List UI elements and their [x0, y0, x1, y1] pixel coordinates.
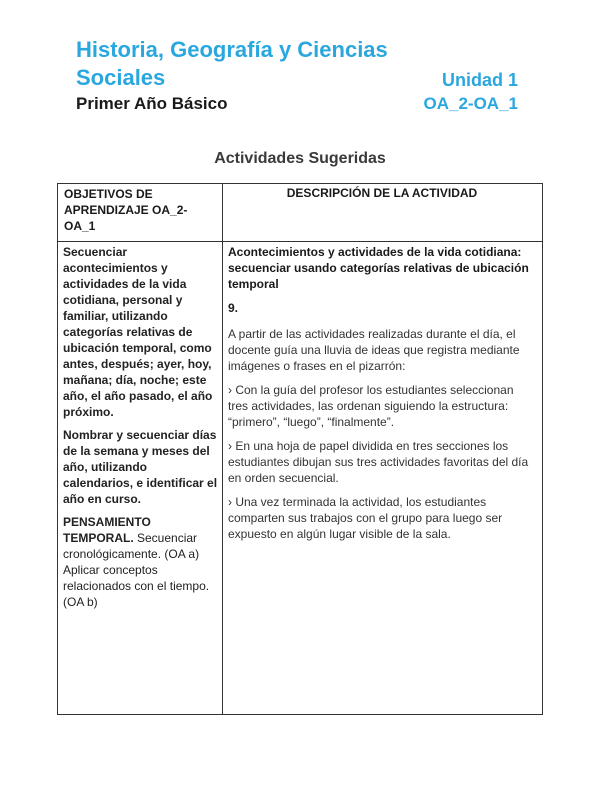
subject-title-line1: Historia, Geografía y Ciencias [76, 37, 388, 62]
skills-paragraph [63, 514, 219, 610]
activity-paragraph-2: › Con la guía del profesor los estudiantes seleccionan tres actividades, las ordenan siguiendo la estructura: “primero”, “luego”, “finalmente”. [228, 383, 514, 429]
activity-paragraph-3: › En una hoja de papel dividida en tres secciones los estudiantes dibujan sus tres actividades favoritas del día en orden secuencial. [228, 439, 529, 485]
skill-text: Secuenciar cronológicamente. (OA a) Aplicar conceptos relacionados con el tiempo. (OA b) [63, 531, 210, 609]
subject-title-line2: Sociales [76, 65, 166, 90]
oa-code: OA_2-OA_1 [423, 94, 518, 113]
activity-number: 9. [228, 301, 239, 315]
column-divider [222, 184, 223, 714]
activities-table [57, 183, 543, 715]
objectives-column-header: OBJETIVOS DE APRENDIZAJE OA_2-OA_1 [64, 187, 188, 233]
objectives-cell [63, 244, 219, 617]
skill-label: PENSAMIENTO TEMPORAL. [63, 515, 151, 545]
description-column-header: DESCRIPCIÓN DE LA ACTIVIDAD [286, 186, 478, 200]
activity-paragraph-1: A partir de las actividades realizadas durante el día, el docente guía una lluvia de ideas que registra mediante imágenes o frases en el pizarrón: [228, 327, 520, 373]
activity-title: Acontecimientos y actividades de la vida cotidiana: secuenciar usando categorías relativas de ubicación temporal [228, 245, 529, 291]
grade-label: Primer Año Básico [76, 94, 228, 113]
description-cell [228, 244, 534, 550]
header-divider [58, 241, 542, 242]
objective-2: Nombrar y secuenciar días de la semana y meses del año, utilizando calendarios, e identificar el año en curso. [63, 428, 218, 506]
unit-label: Unidad 1 [441, 70, 518, 90]
section-title: Actividades Sugeridas [214, 150, 386, 167]
objective-1: Secuenciar acontecimientos y actividades de la vida cotidiana, personal y familiar, utilizando categorías relativas de ubicación temporal, como antes, después; ayer, hoy, mañana; día, noche; este año, el año pasado, el año próximo. [63, 245, 213, 419]
activity-paragraph-4: › Una vez terminada la actividad, los estudiantes comparten sus trabajos con el grupo para luego ser expuesto en algún lugar visible de la sala. [228, 495, 503, 541]
